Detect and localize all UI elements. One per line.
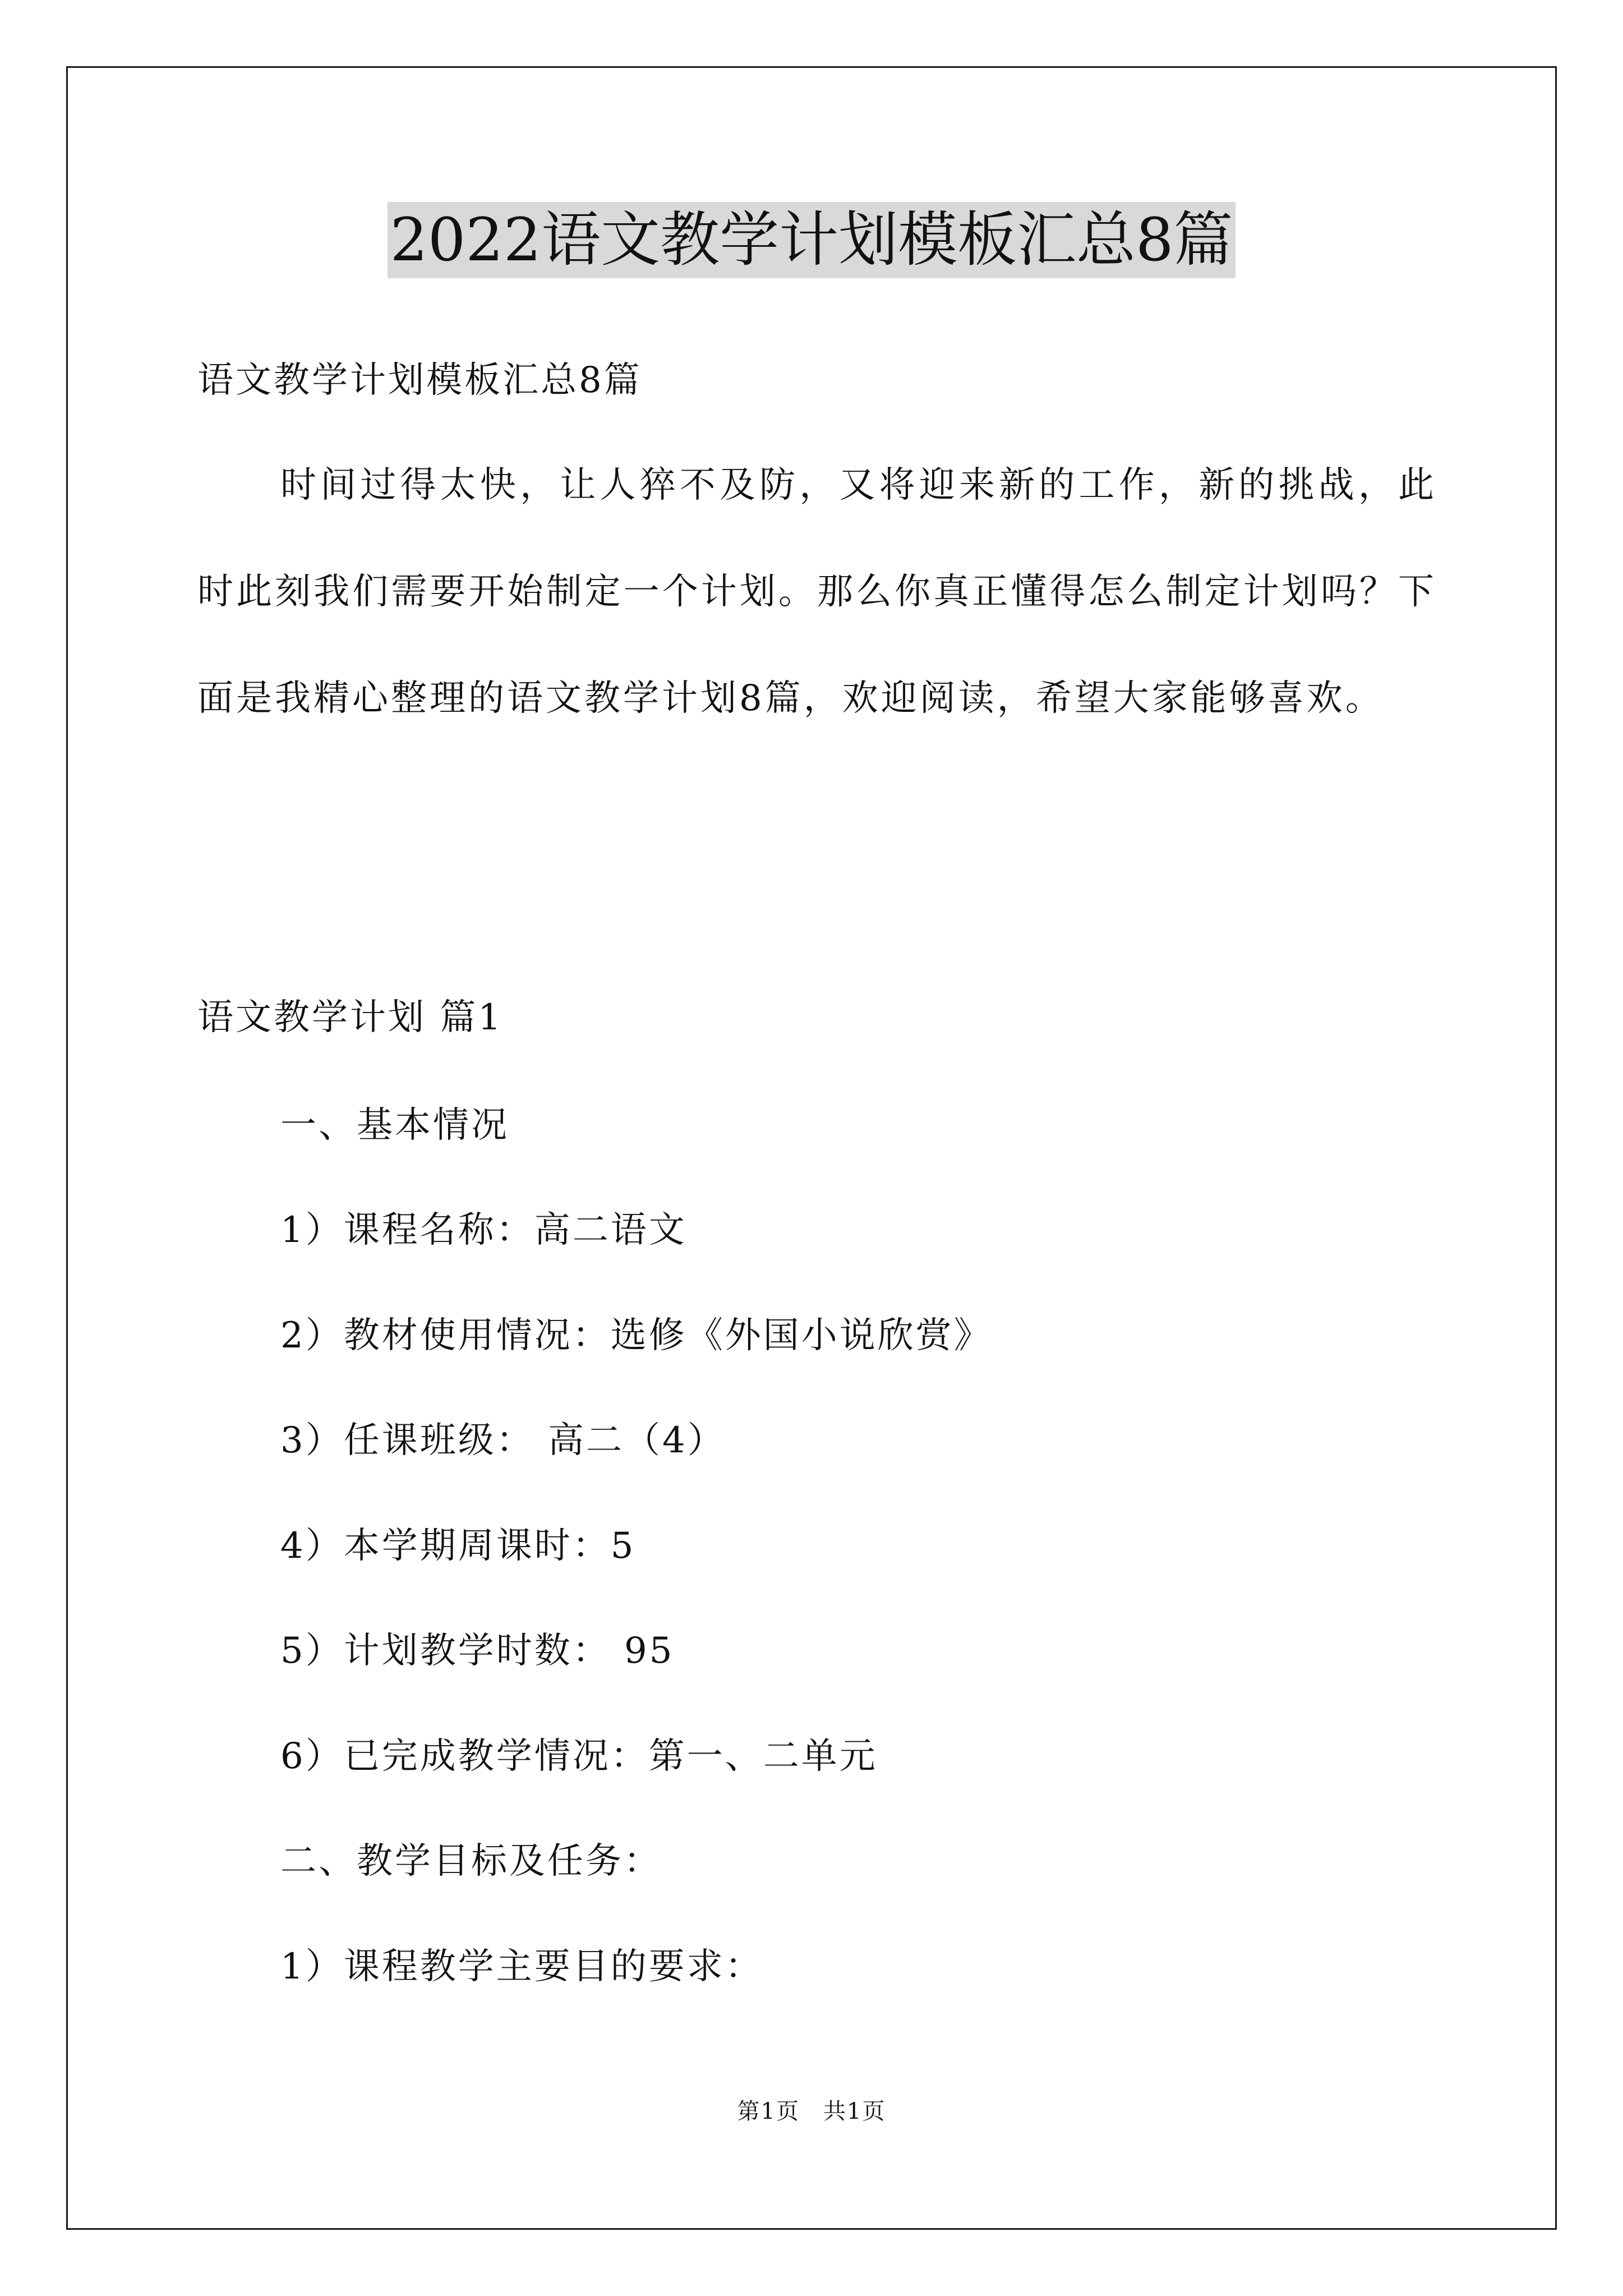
page-footer: 第1页 共1页 [737,2099,886,2124]
list-item: 一、基本情况 [280,1105,509,1146]
list-item: 1）课程教学主要目的要求： [280,1946,763,1987]
title-container [0,202,1623,278]
intro-paragraph: 时间过得太快，让人猝不及防，又将迎来新的工作，新的挑战，此时此刻我们需要开始制定一个计划。那么你真正懂得怎么制定计划吗？下面是我精心整理的语文教学计划8篇，欢迎阅读，希望大家能够喜欢。 [197,464,1437,719]
list-item: 2）教材使用情况：选修《外国小说欣赏》 [280,1315,992,1356]
list-item: 二、教学目标及任务： [280,1841,662,1882]
list-item: 5）计划教学时数： 95 [280,1630,675,1672]
list-item: 1）课程名称：高二语文 [280,1209,687,1251]
document-subtitle: 语文教学计划模板汇总8篇 [197,360,642,401]
document-title: 2022语文教学计划模板汇总8篇 [388,202,1235,278]
list-item: 4）本学期周课时：5 [280,1525,636,1567]
list-item: 6）已完成教学情况：第一、二单元 [280,1736,878,1777]
section-heading: 语文教学计划 篇1 [197,997,504,1038]
list-item: 3）任课班级： 高二（4） [280,1420,726,1461]
